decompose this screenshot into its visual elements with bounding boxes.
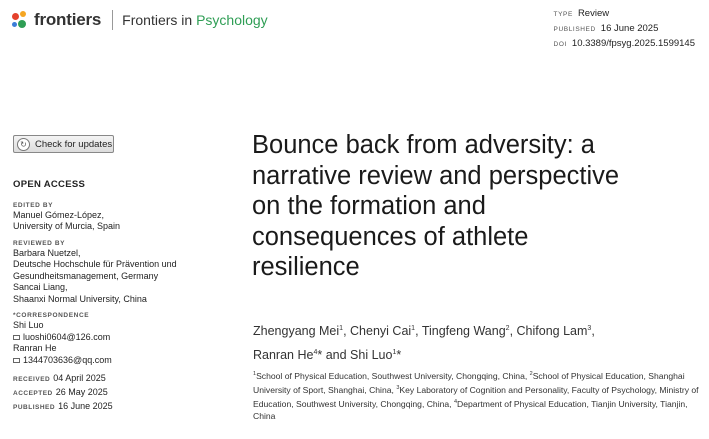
correspondent-email[interactable]: 1344703636@qq.com [23,354,112,365]
article-info-sidebar [13,179,223,414]
author-name[interactable]: Chenyi Cai [350,324,412,339]
journal-name[interactable]: Frontiers in Psychology [122,12,268,28]
author-separator: , [343,324,351,339]
affiliation-text: School of Physical Education, Southwest University, Chongqing, China, [256,370,530,381]
refresh-icon: ↻ [17,138,30,151]
author-separator: * [396,348,402,363]
author-separator: , [591,324,595,339]
frontiers-logo-icon [12,11,30,29]
publisher-name: frontiers [34,10,102,29]
author-name[interactable]: Tingfeng Wang [421,324,506,339]
meta-published-key: PUBLISHED [553,26,596,33]
author-affiliation-ref: 1 [339,325,344,332]
editor-affiliation: University of Murcia, Spain [13,221,121,231]
affiliations [253,368,703,422]
published-date: 16 June 2025 [58,401,113,411]
reviewer-line: Gesundheitsmanagement, Germany [13,270,159,281]
correspondent-name: Shi Luo [13,320,44,330]
title-line: consequences of athlete [252,222,529,251]
check-for-updates-button[interactable] [13,135,114,153]
title-line: Bounce back from adversity: a [252,131,595,159]
affiliation-text: School of Physical Education, Shanghai University of Sport, Shanghai, China, [253,370,685,395]
affiliation-number: 3 [396,385,400,392]
reviewer-line: Barbara Nuetzel, [13,247,81,258]
article-title [252,130,702,283]
email-icon [13,335,20,340]
reviewed-by-heading: REVIEWED BY [13,239,66,247]
title-line: resilience [252,253,360,281]
publisher-logo[interactable] [12,10,268,30]
title-line: on the formation and [252,192,486,220]
author-name[interactable]: Ranran He [253,348,314,363]
author-separator: , [509,324,517,339]
affiliation-number: 1 [253,371,257,377]
accepted-key: ACCEPTED [13,390,53,397]
reviewer-line: Shaanxi Normal University, China [13,293,147,304]
check-for-updates-label: Check for updates [35,138,113,150]
correspondence-heading: *CORRESPONDENCE [13,312,90,319]
accepted-date: 26 May 2025 [55,387,108,397]
meta-type-key: TYPE [553,11,573,18]
reviewer-line: Sancai Liang, [13,282,68,292]
article-dates [13,372,223,414]
author-separator: , [415,324,422,339]
affiliation-number: 2 [529,371,533,377]
author-list [253,318,703,366]
editor-name: Manuel Gómez-López, [13,209,105,220]
affiliation-number: 4 [453,399,458,406]
affiliation-text: Department of Physical Education, Tianjin University, Tianjin, China [253,398,688,422]
email-icon [13,358,20,363]
affiliation-text: Key Laboratory of Cognition and Personality, Faculty of Psychology, Ministry of Education, Southwest University, Chongqing, China, [253,384,699,409]
edited-by-heading: EDITED BY [13,201,54,209]
meta-type-value: Review [577,8,610,19]
received-key: RECEIVED [13,376,51,383]
author-affiliation-ref: 3 [587,325,592,332]
meta-published-value: 16 June 2025 [600,23,659,34]
correspondent-name: Ranran He [13,343,57,353]
meta-doi-key: DOI [553,41,567,48]
author-separator: * and [317,348,351,363]
open-access-label: OPEN ACCESS [13,179,86,190]
header-divider [112,10,113,30]
author-affiliation-ref: 4 [313,349,318,357]
meta-doi-value[interactable]: 10.3389/fpsyg.2025.1599145 [571,38,695,49]
published-key: PUBLISHED [13,404,56,411]
author-name[interactable]: Shi Luo [350,348,393,363]
correspondent-email[interactable]: luoshi0604@126.com [23,331,111,342]
title-line: narrative review and perspective [252,161,620,190]
author-affiliation-ref: 1 [392,349,397,357]
author-name[interactable]: Chifong Lam [516,324,588,339]
author-name[interactable]: Zhengyang Mei [253,324,340,339]
author-affiliation-ref: 1 [411,325,416,332]
reviewer-line: Deutsche Hochschule für Prävention und [13,259,177,269]
author-affiliation-ref: 2 [505,325,510,332]
article-meta [554,7,695,52]
received-date: 04 April 2025 [53,373,106,383]
